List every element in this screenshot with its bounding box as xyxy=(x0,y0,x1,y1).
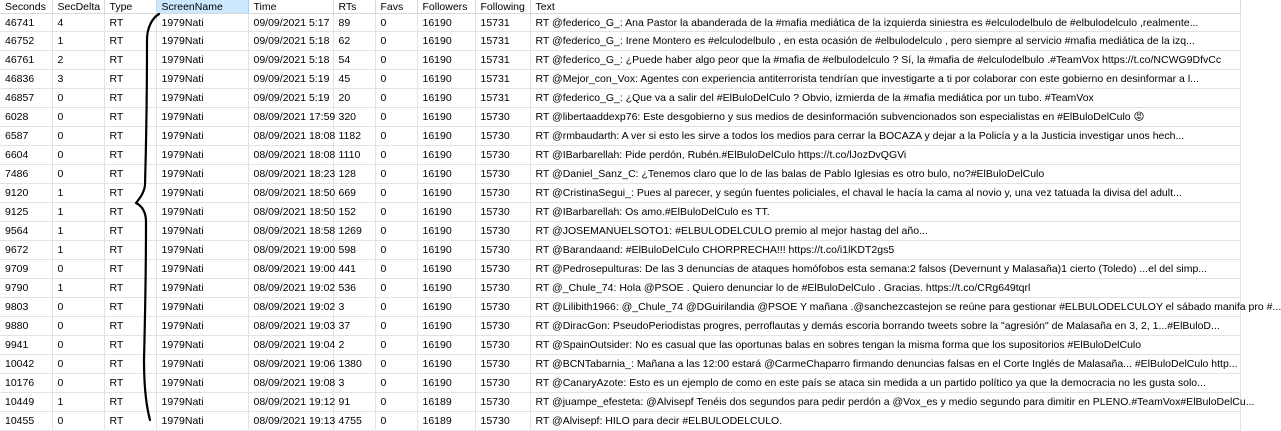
cell-following[interactable]: 15730 xyxy=(475,374,530,393)
cell-favs[interactable]: 0 xyxy=(375,127,417,146)
cell-favs[interactable]: 0 xyxy=(375,51,417,70)
cell-followers[interactable]: 16190 xyxy=(417,317,475,336)
cell-favs[interactable]: 0 xyxy=(375,317,417,336)
cell-followers[interactable]: 16190 xyxy=(417,165,475,184)
cell-type[interactable]: RT xyxy=(104,374,156,393)
cell-secdelta[interactable]: 0 xyxy=(52,260,104,279)
cell-time[interactable]: 08/09/2021 18:50 xyxy=(248,184,333,203)
cell-secdelta[interactable]: 0 xyxy=(52,412,104,431)
column-header-followers[interactable]: Followers xyxy=(417,0,475,14)
cell-followers[interactable]: 16190 xyxy=(417,89,475,108)
cell-text[interactable]: RT @DiracGon: PseudoPeriodistas progres, perroflautas y demás escoria borrando tweets sobre la "agresión" de Malasaña en 3, 2, 1...#ElBuloD... xyxy=(530,317,1240,336)
cell-rts[interactable]: 128 xyxy=(333,165,375,184)
cell-following[interactable]: 15730 xyxy=(475,146,530,165)
table-row[interactable] xyxy=(0,14,1240,32)
cell-time[interactable]: 08/09/2021 19:00 xyxy=(248,241,333,260)
cell-type[interactable]: RT xyxy=(104,412,156,431)
cell-favs[interactable]: 0 xyxy=(375,14,417,32)
cell-following[interactable]: 15730 xyxy=(475,165,530,184)
table-row[interactable] xyxy=(0,70,1240,89)
cell-text[interactable]: RT @IBarbarellah: Os amo.#ElBuloDelCulo es TT. xyxy=(530,203,1240,222)
cell-rts[interactable]: 89 xyxy=(333,14,375,32)
cell-secdelta[interactable]: 3 xyxy=(52,70,104,89)
cell-rts[interactable]: 20 xyxy=(333,89,375,108)
cell-text[interactable]: RT @CanaryAzote: Esto es un ejemplo de como en este país se ataca sin medida a un partido político ya que la democracia no les gusta solo... xyxy=(530,374,1240,393)
header-row xyxy=(0,0,1240,14)
cell-rts[interactable]: 598 xyxy=(333,241,375,260)
cell-seconds[interactable]: 10455 xyxy=(0,412,52,431)
cell-followers[interactable]: 16189 xyxy=(417,412,475,431)
cell-followers[interactable]: 16190 xyxy=(417,298,475,317)
table-row[interactable] xyxy=(0,317,1240,336)
cell-following[interactable]: 15731 xyxy=(475,51,530,70)
cell-screenname[interactable]: 1979Nati xyxy=(156,260,248,279)
cell-time[interactable]: 09/09/2021 5:17 xyxy=(248,14,333,32)
cell-seconds[interactable]: 10042 xyxy=(0,355,52,374)
table-row[interactable] xyxy=(0,393,1240,412)
cell-secdelta[interactable]: 1 xyxy=(52,203,104,222)
cell-screenname[interactable]: 1979Nati xyxy=(156,203,248,222)
cell-time[interactable]: 08/09/2021 19:00 xyxy=(248,260,333,279)
cell-time[interactable]: 08/09/2021 19:12 xyxy=(248,393,333,412)
cell-rts[interactable]: 536 xyxy=(333,279,375,298)
table-row[interactable] xyxy=(0,374,1240,393)
cell-favs[interactable]: 0 xyxy=(375,89,417,108)
cell-type[interactable]: RT xyxy=(104,89,156,108)
cell-time[interactable]: 08/09/2021 19:13 xyxy=(248,412,333,431)
cell-followers[interactable]: 16190 xyxy=(417,146,475,165)
cell-following[interactable]: 15730 xyxy=(475,127,530,146)
cell-screenname[interactable]: 1979Nati xyxy=(156,241,248,260)
cell-text[interactable]: RT @Daniel_Sanz_C: ¿Tenemos claro que lo de las balas de Pablo Iglesias es otro bulo, no?#ElBuloDelCulo xyxy=(530,165,1240,184)
cell-seconds[interactable]: 9941 xyxy=(0,336,52,355)
column-header-type[interactable]: Type xyxy=(104,0,156,14)
cell-time[interactable]: 09/09/2021 5:19 xyxy=(248,70,333,89)
cell-followers[interactable]: 16190 xyxy=(417,51,475,70)
cell-screenname[interactable]: 1979Nati xyxy=(156,184,248,203)
table-row[interactable] xyxy=(0,222,1240,241)
cell-following[interactable]: 15730 xyxy=(475,222,530,241)
cell-screenname[interactable]: 1979Nati xyxy=(156,355,248,374)
cell-text[interactable]: RT @libertaaddexp76: Este desgobierno y sus medios de desinformación subvencionados son especialistas en #ElBuloDelCulo 😡 xyxy=(530,108,1240,127)
cell-screenname[interactable]: 1979Nati xyxy=(156,165,248,184)
cell-following[interactable]: 15730 xyxy=(475,298,530,317)
cell-following[interactable]: 15730 xyxy=(475,355,530,374)
cell-rts[interactable]: 2 xyxy=(333,336,375,355)
column-header-seconds[interactable]: Seconds xyxy=(0,0,52,14)
cell-seconds[interactable]: 9803 xyxy=(0,298,52,317)
cell-screenname[interactable]: 1979Nati xyxy=(156,279,248,298)
cell-type[interactable]: RT xyxy=(104,165,156,184)
cell-screenname[interactable]: 1979Nati xyxy=(156,222,248,241)
cell-following[interactable]: 15731 xyxy=(475,32,530,51)
cell-seconds[interactable]: 46741 xyxy=(0,14,52,32)
cell-type[interactable]: RT xyxy=(104,355,156,374)
cell-type[interactable]: RT xyxy=(104,298,156,317)
cell-secdelta[interactable]: 0 xyxy=(52,336,104,355)
cell-time[interactable]: 08/09/2021 18:23 xyxy=(248,165,333,184)
table-row[interactable] xyxy=(0,203,1240,222)
cell-rts[interactable]: 3 xyxy=(333,298,375,317)
cell-seconds[interactable]: 6587 xyxy=(0,127,52,146)
cell-seconds[interactable]: 46761 xyxy=(0,51,52,70)
grid-body xyxy=(0,14,1281,431)
cell-text[interactable]: RT @Alvisepf: HILO para decir #ELBULODELCULO. xyxy=(530,412,1240,431)
cell-favs[interactable]: 0 xyxy=(375,336,417,355)
cell-screenname[interactable]: 1979Nati xyxy=(156,393,248,412)
cell-time[interactable]: 08/09/2021 18:08 xyxy=(248,127,333,146)
cell-following[interactable]: 15731 xyxy=(475,70,530,89)
cell-time[interactable]: 08/09/2021 18:08 xyxy=(248,146,333,165)
cell-rts[interactable]: 441 xyxy=(333,260,375,279)
cell-seconds[interactable]: 46857 xyxy=(0,89,52,108)
cell-rts[interactable]: 669 xyxy=(333,184,375,203)
cell-text[interactable]: RT @Barandaand: #ElBuloDelCulo CHORPRECHA!!! https://t.co/i1lKDT2gs5 xyxy=(530,241,1240,260)
cell-followers[interactable]: 16190 xyxy=(417,14,475,32)
table-row[interactable] xyxy=(0,165,1240,184)
cell-following[interactable]: 15730 xyxy=(475,317,530,336)
table-row[interactable] xyxy=(0,336,1240,355)
cell-type[interactable]: RT xyxy=(104,260,156,279)
cell-favs[interactable]: 0 xyxy=(375,241,417,260)
cell-following[interactable]: 15730 xyxy=(475,279,530,298)
column-header-rts[interactable]: RTs xyxy=(333,0,375,14)
cell-time[interactable]: 08/09/2021 19:02 xyxy=(248,298,333,317)
cell-followers[interactable]: 16190 xyxy=(417,374,475,393)
column-header-screenname[interactable]: ScreenName xyxy=(156,0,248,14)
cell-secdelta[interactable]: 0 xyxy=(52,146,104,165)
table-row[interactable] xyxy=(0,412,1240,431)
column-header-favs[interactable]: Favs xyxy=(375,0,417,14)
cell-rts[interactable]: 3 xyxy=(333,374,375,393)
cell-favs[interactable]: 0 xyxy=(375,412,417,431)
table-row[interactable] xyxy=(0,241,1240,260)
cell-secdelta[interactable]: 0 xyxy=(52,317,104,336)
cell-type[interactable]: RT xyxy=(104,203,156,222)
cell-time[interactable]: 08/09/2021 19:08 xyxy=(248,374,333,393)
cell-favs[interactable]: 0 xyxy=(375,279,417,298)
cell-text[interactable]: RT @Pedrosepulturas: De las 3 denuncias de ataques homófobos esta semana:2 falsos (Devernunt y Malasaña)1 cierto (Toledo) ...el del simp... xyxy=(530,260,1240,279)
cell-favs[interactable]: 0 xyxy=(375,146,417,165)
cell-following[interactable]: 15730 xyxy=(475,241,530,260)
cell-followers[interactable]: 16190 xyxy=(417,222,475,241)
column-header-secdelta[interactable]: SecDelta xyxy=(52,0,104,14)
cell-screenname[interactable]: 1979Nati xyxy=(156,412,248,431)
cell-screenname[interactable]: 1979Nati xyxy=(156,374,248,393)
cell-screenname[interactable]: 1979Nati xyxy=(156,32,248,51)
cell-followers[interactable]: 16189 xyxy=(417,393,475,412)
cell-time[interactable]: 08/09/2021 19:03 xyxy=(248,317,333,336)
cell-rts[interactable]: 1110 xyxy=(333,146,375,165)
table-row[interactable] xyxy=(0,127,1240,146)
cell-text[interactable]: RT @Mejor_con_Vox: Agentes con experiencia antiterrorista tendrían que investigarte a ti por colaborar con este gobierno en desinformar a l... xyxy=(530,70,1240,89)
column-header-following[interactable]: Following xyxy=(475,0,530,14)
cell-type[interactable]: RT xyxy=(104,393,156,412)
cell-time[interactable]: 08/09/2021 19:02 xyxy=(248,279,333,298)
cell-rts[interactable]: 1380 xyxy=(333,355,375,374)
cell-seconds[interactable]: 9672 xyxy=(0,241,52,260)
cell-following[interactable]: 15730 xyxy=(475,412,530,431)
cell-time[interactable]: 08/09/2021 19:04 xyxy=(248,336,333,355)
cell-text[interactable]: RT @federico_G_: Irene Montero es #elculodelbulo , en esta ocasión de #elbulodelculo , pero siempre al servicio #mafia mediática de la izq... xyxy=(530,32,1240,51)
cell-secdelta[interactable]: 0 xyxy=(52,108,104,127)
cell-followers[interactable]: 16190 xyxy=(417,241,475,260)
cell-seconds[interactable]: 9790 xyxy=(0,279,52,298)
cell-screenname[interactable]: 1979Nati xyxy=(156,298,248,317)
cell-screenname[interactable]: 1979Nati xyxy=(156,89,248,108)
cell-type[interactable]: RT xyxy=(104,108,156,127)
table-row[interactable] xyxy=(0,146,1240,165)
cell-text[interactable]: RT @BCNTabarnia_: Mañana a las 12:00 estará @CarmeChaparro firmando denuncias falsas en el Corte Inglés de Malasaña... #ElBuloDelCulo http... xyxy=(530,355,1240,374)
cell-type[interactable]: RT xyxy=(104,127,156,146)
cell-secdelta[interactable]: 1 xyxy=(52,279,104,298)
cell-text[interactable]: RT @Lilibith1966: @_Chule_74 @DGuirilandia @PSOE Y mañana .@sanchezcastejon se reúne para gestionar #ELBULODELCULOY el sábado manifa pro #... xyxy=(530,298,1240,317)
table-row[interactable] xyxy=(0,184,1240,203)
column-header-text[interactable]: Text xyxy=(530,0,1240,14)
cell-text[interactable]: RT @juampe_efesteta: @Alvisepf Tenéis dos segundos para pedir perdón a @Vox_es y medio segundo para dimitir en PLENO.#TeamVox#ElBuloDelCu... xyxy=(530,393,1240,412)
cell-time[interactable]: 08/09/2021 18:58 xyxy=(248,222,333,241)
cell-seconds[interactable]: 10449 xyxy=(0,393,52,412)
cell-type[interactable]: RT xyxy=(104,70,156,89)
table-row[interactable] xyxy=(0,260,1240,279)
cell-type[interactable]: RT xyxy=(104,32,156,51)
cell-seconds[interactable]: 7486 xyxy=(0,165,52,184)
cell-following[interactable]: 15730 xyxy=(475,203,530,222)
cell-seconds[interactable]: 46836 xyxy=(0,70,52,89)
cell-screenname[interactable]: 1979Nati xyxy=(156,14,248,32)
cell-text[interactable]: RT @federico_G_: ¿Puede haber algo peor que la #mafia de #elbulodelculo ? Sí, la #mafia de #elculodelbulo .#TeamVox https://t.co/NCWG9DfvCc xyxy=(530,51,1240,70)
cell-secdelta[interactable]: 0 xyxy=(52,355,104,374)
cell-rts[interactable]: 37 xyxy=(333,317,375,336)
cell-seconds[interactable]: 9120 xyxy=(0,184,52,203)
cell-type[interactable]: RT xyxy=(104,146,156,165)
cell-time[interactable]: 08/09/2021 18:50 xyxy=(248,203,333,222)
cell-type[interactable]: RT xyxy=(104,241,156,260)
cell-following[interactable]: 15730 xyxy=(475,184,530,203)
cell-secdelta[interactable]: 1 xyxy=(52,184,104,203)
table-row[interactable] xyxy=(0,51,1240,70)
cell-text[interactable]: RT @IBarbarellah: Pide perdón, Rubén.#ElBuloDelCulo https://t.co/lJozDvQGVi xyxy=(530,146,1240,165)
table-row[interactable] xyxy=(0,32,1240,51)
cell-type[interactable]: RT xyxy=(104,184,156,203)
cell-secdelta[interactable]: 0 xyxy=(52,165,104,184)
cell-screenname[interactable]: 1979Nati xyxy=(156,70,248,89)
cell-time[interactable]: 08/09/2021 19:06 xyxy=(248,355,333,374)
cell-followers[interactable]: 16190 xyxy=(417,355,475,374)
cell-rts[interactable]: 1269 xyxy=(333,222,375,241)
cell-followers[interactable]: 16190 xyxy=(417,279,475,298)
cell-rts[interactable]: 54 xyxy=(333,51,375,70)
table-row[interactable] xyxy=(0,89,1240,108)
cell-text[interactable]: RT @federico_G_: ¿Que va a salir del #ElBuloDelCulo ? Obvio, izmierda de la #mafia mediática por un tubo. #TeamVox xyxy=(530,89,1240,108)
grid-header xyxy=(0,0,1240,14)
cell-secdelta[interactable]: 1 xyxy=(52,32,104,51)
table-row[interactable] xyxy=(0,355,1240,374)
cell-seconds[interactable]: 9709 xyxy=(0,260,52,279)
cell-rts[interactable]: 1182 xyxy=(333,127,375,146)
cell-followers[interactable]: 16190 xyxy=(417,203,475,222)
cell-favs[interactable]: 0 xyxy=(375,203,417,222)
cell-seconds[interactable]: 10176 xyxy=(0,374,52,393)
cell-text[interactable]: RT @SpainOutsider: No es casual que las oportunas balas en sobres tengan la misma forma que los supositorios #ElBuloDelCulo xyxy=(530,336,1240,355)
cell-seconds[interactable]: 46752 xyxy=(0,32,52,51)
cell-time[interactable]: 09/09/2021 5:19 xyxy=(248,89,333,108)
cell-type[interactable]: RT xyxy=(104,317,156,336)
cell-favs[interactable]: 0 xyxy=(375,222,417,241)
cell-followers[interactable]: 16190 xyxy=(417,32,475,51)
cell-followers[interactable]: 16190 xyxy=(417,70,475,89)
cell-following[interactable]: 15731 xyxy=(475,14,530,32)
cell-seconds[interactable]: 9564 xyxy=(0,222,52,241)
cell-followers[interactable]: 16190 xyxy=(417,108,475,127)
cell-favs[interactable]: 0 xyxy=(375,32,417,51)
cell-rts[interactable]: 152 xyxy=(333,203,375,222)
cell-followers[interactable]: 16190 xyxy=(417,184,475,203)
cell-following[interactable]: 15731 xyxy=(475,89,530,108)
cell-secdelta[interactable]: 1 xyxy=(52,222,104,241)
cell-seconds[interactable]: 9880 xyxy=(0,317,52,336)
cell-seconds[interactable]: 6028 xyxy=(0,108,52,127)
cell-rts[interactable]: 320 xyxy=(333,108,375,127)
cell-favs[interactable]: 0 xyxy=(375,260,417,279)
cell-secdelta[interactable]: 4 xyxy=(52,14,104,32)
cell-following[interactable]: 15730 xyxy=(475,260,530,279)
cell-favs[interactable]: 0 xyxy=(375,70,417,89)
cell-time[interactable]: 08/09/2021 17:59 xyxy=(248,108,333,127)
cell-rts[interactable]: 45 xyxy=(333,70,375,89)
cell-secdelta[interactable]: 0 xyxy=(52,298,104,317)
cell-seconds[interactable]: 9125 xyxy=(0,203,52,222)
table-row[interactable] xyxy=(0,298,1240,317)
cell-screenname[interactable]: 1979Nati xyxy=(156,108,248,127)
cell-time[interactable]: 09/09/2021 5:18 xyxy=(248,51,333,70)
cell-secdelta[interactable]: 1 xyxy=(52,241,104,260)
cell-time[interactable]: 09/09/2021 5:18 xyxy=(248,32,333,51)
cell-secdelta[interactable]: 2 xyxy=(52,51,104,70)
cell-following[interactable]: 15730 xyxy=(475,108,530,127)
cell-following[interactable]: 15730 xyxy=(475,393,530,412)
cell-rts[interactable]: 4755 xyxy=(333,412,375,431)
cell-rts[interactable]: 91 xyxy=(333,393,375,412)
cell-secdelta[interactable]: 0 xyxy=(52,374,104,393)
cell-followers[interactable]: 16190 xyxy=(417,336,475,355)
cell-screenname[interactable]: 1979Nati xyxy=(156,146,248,165)
cell-type[interactable]: RT xyxy=(104,279,156,298)
cell-secdelta[interactable]: 0 xyxy=(52,127,104,146)
cell-favs[interactable]: 0 xyxy=(375,165,417,184)
cell-favs[interactable]: 0 xyxy=(375,374,417,393)
cell-favs[interactable]: 0 xyxy=(375,298,417,317)
cell-text[interactable]: RT @_Chule_74: Hola @PSOE . Quiero denunciar lo de #ElBuloDelCulo . Gracias. https://t.co/CRg649tqrl xyxy=(530,279,1240,298)
cell-favs[interactable]: 0 xyxy=(375,355,417,374)
cell-type[interactable]: RT xyxy=(104,222,156,241)
cell-screenname[interactable]: 1979Nati xyxy=(156,51,248,70)
cell-secdelta[interactable]: 0 xyxy=(52,89,104,108)
cell-text[interactable]: RT @federico_G_: Ana Pastor la abanderada de la #mafia mediática de la izquierda siniestra es #elculodelbulo de #elbulodelculo ,realmente... xyxy=(530,14,1240,32)
cell-favs[interactable]: 0 xyxy=(375,108,417,127)
cell-text[interactable]: RT @CristinaSegui_: Pues al parecer, y según fuentes policiales, el chaval le hacía la cama al novio y, una vez tatuada la divisa del adult... xyxy=(530,184,1240,203)
cell-type[interactable]: RT xyxy=(104,14,156,32)
cell-screenname[interactable]: 1979Nati xyxy=(156,127,248,146)
cell-followers[interactable]: 16190 xyxy=(417,127,475,146)
table-row[interactable] xyxy=(0,108,1240,127)
cell-rts[interactable]: 62 xyxy=(333,32,375,51)
cell-favs[interactable]: 0 xyxy=(375,184,417,203)
cell-text[interactable]: RT @rmbaudarth: A ver si esto les sirve a todos los medios para cerrar la BOCAZA y dejar a la Policía y a la Justicia investigar unos hech... xyxy=(530,127,1240,146)
cell-type[interactable]: RT xyxy=(104,336,156,355)
cell-type[interactable]: RT xyxy=(104,51,156,70)
cell-seconds[interactable]: 6604 xyxy=(0,146,52,165)
cell-following[interactable]: 15730 xyxy=(475,336,530,355)
cell-screenname[interactable]: 1979Nati xyxy=(156,336,248,355)
column-header-time[interactable]: Time xyxy=(248,0,333,14)
cell-followers[interactable]: 16190 xyxy=(417,260,475,279)
cell-favs[interactable]: 0 xyxy=(375,393,417,412)
cell-secdelta[interactable]: 1 xyxy=(52,393,104,412)
cell-text[interactable]: RT @JOSEMANUELSOTO1: #ELBULODELCULO premio al mejor hastag del año... xyxy=(530,222,1240,241)
table-row[interactable] xyxy=(0,279,1240,298)
cell-screenname[interactable]: 1979Nati xyxy=(156,317,248,336)
